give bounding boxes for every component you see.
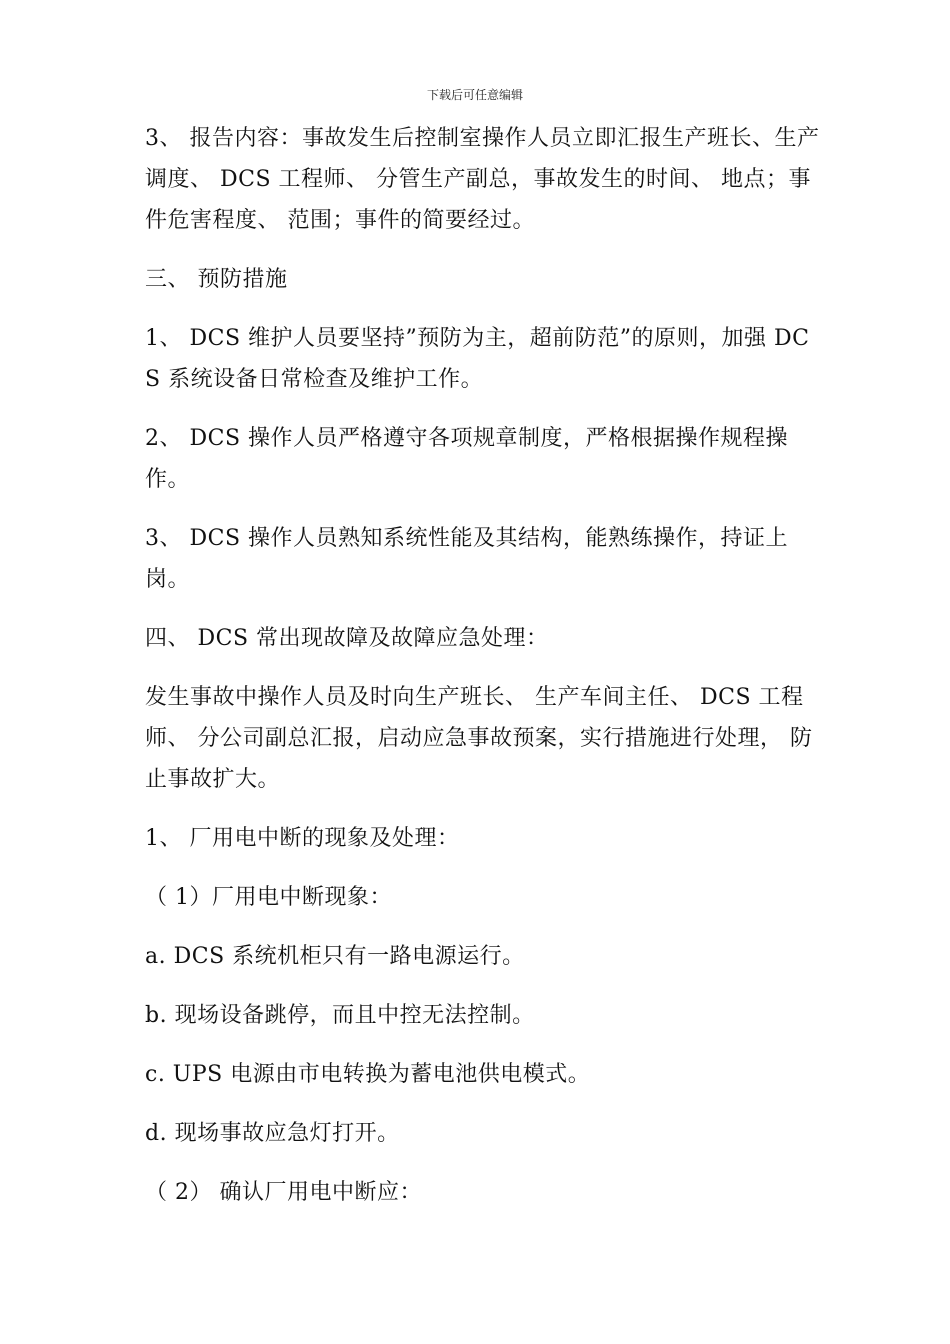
list-item-b: b. 现场设备跳停，而且中控无法控制。 — [145, 1003, 535, 1028]
paragraph-prevention-1: 1、 DCS 维护人员要坚持”预防为主，超前防范”的原则，加强 DCS 系统设备日常检查及维护工作。 — [145, 326, 810, 392]
heading-power-outage: 1、 厂用电中断的现象及处理： — [145, 826, 460, 851]
subheading-confirm-outage: （ 2） 确认厂用电中断应： — [145, 1180, 422, 1205]
page-header: 下载后可任意编辑 — [426, 88, 523, 102]
list-item-d: d. 现场事故应急灯打开。 — [145, 1121, 400, 1146]
paragraph-accident-reporting: 发生事故中操作人员及时向生产班长、 生产车间主任、 DCS 工程师、 分公司副总汇报，启动应急事故预案，实行措施进行处理， 防止事故扩大。 — [145, 685, 813, 792]
list-item-a: a. DCS 系统机柜只有一路电源运行。 — [145, 944, 525, 969]
paragraph-report-content: 3、 报告内容：事故发生后控制室操作人员立即汇报生产班长、生产调度、 DCS 工程师、 分管生产副总，事故发生的时间、 地点；事件危害程度、 范围；事件的简要经过。 — [145, 126, 820, 233]
paragraph-prevention-2: 2、 DCS 操作人员严格遵守各项规章制度，严格根据操作规程操作。 — [145, 426, 789, 492]
paragraph-prevention-3: 3、 DCS 操作人员熟知系统性能及其结构，能熟练操作，持证上岗。 — [145, 526, 789, 592]
heading-dcs-faults: 四、 DCS 常出现故障及故障应急处理： — [145, 626, 549, 651]
document-body — [145, 118, 825, 1231]
list-item-c: c. UPS 电源由市电转换为蓄电池供电模式。 — [145, 1062, 591, 1087]
heading-prevention-measures: 三、 预防措施 — [145, 267, 288, 292]
subheading-outage-phenomena: （ 1）厂用电中断现象： — [145, 885, 392, 910]
